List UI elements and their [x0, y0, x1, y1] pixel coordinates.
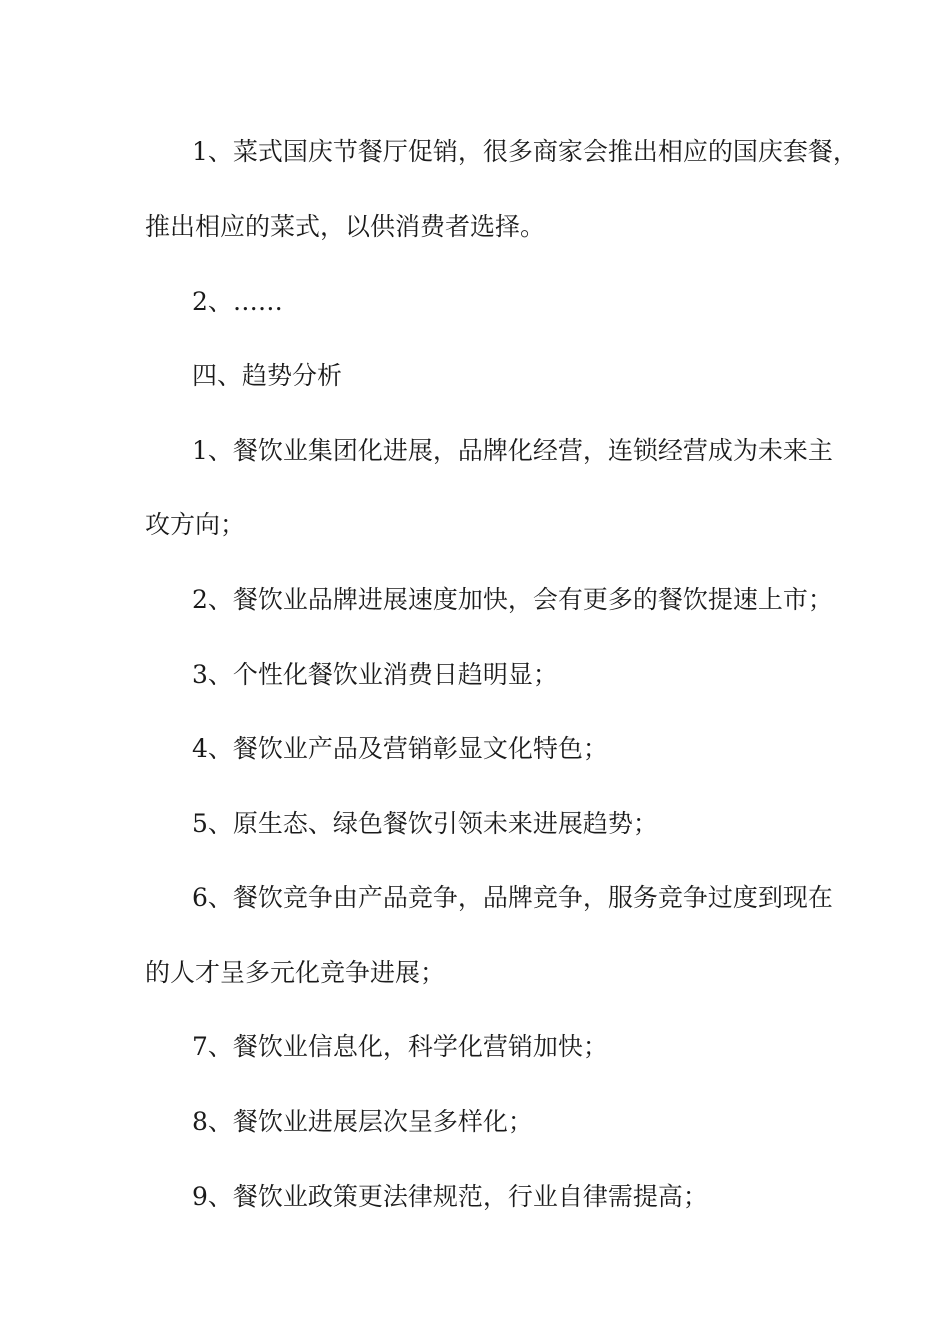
trend-item-6: 6、餐饮竞争由产品竞争，品牌竞争，服务竞争过度到现在: [192, 883, 833, 912]
trend-item-1-continued: 攻方向；: [145, 510, 246, 539]
trend-item-2: 2、餐饮业品牌进展速度加快，会有更多的餐饮提速上市；: [192, 585, 833, 614]
trend-item-7: 7、餐饮业信息化，科学化营销加快；: [192, 1032, 608, 1061]
trend-item-5: 5、原生态、绿色餐饮引领未来进展趋势；: [192, 809, 658, 838]
trend-item-4: 4、餐饮业产品及营销彰显文化特色；: [192, 734, 608, 763]
trend-item-1: 1、餐饮业集团化进展，品牌化经营，连锁经营成为未来主: [192, 436, 833, 465]
section-heading-trend-analysis: 四、趋势分析: [192, 361, 343, 390]
trend-item-9: 9、餐饮业政策更法律规范，行业自律需提高；: [192, 1182, 708, 1211]
list-item-ellipsis: 2、……: [192, 287, 283, 316]
list-item-menu-promotion-continued: 推出相应的菜式，以供消费者选择。: [145, 212, 546, 241]
trend-item-3: 3、个性化餐饮业消费日趋明显；: [192, 660, 558, 689]
list-item-menu-promotion: 1、菜式国庆节餐厅促销，很多商家会推出相应的国庆套餐，: [192, 137, 858, 166]
trend-item-6-continued: 的人才呈多元化竞争进展；: [145, 958, 446, 987]
trend-item-8: 8、餐饮业进展层次呈多样化；: [192, 1107, 533, 1136]
